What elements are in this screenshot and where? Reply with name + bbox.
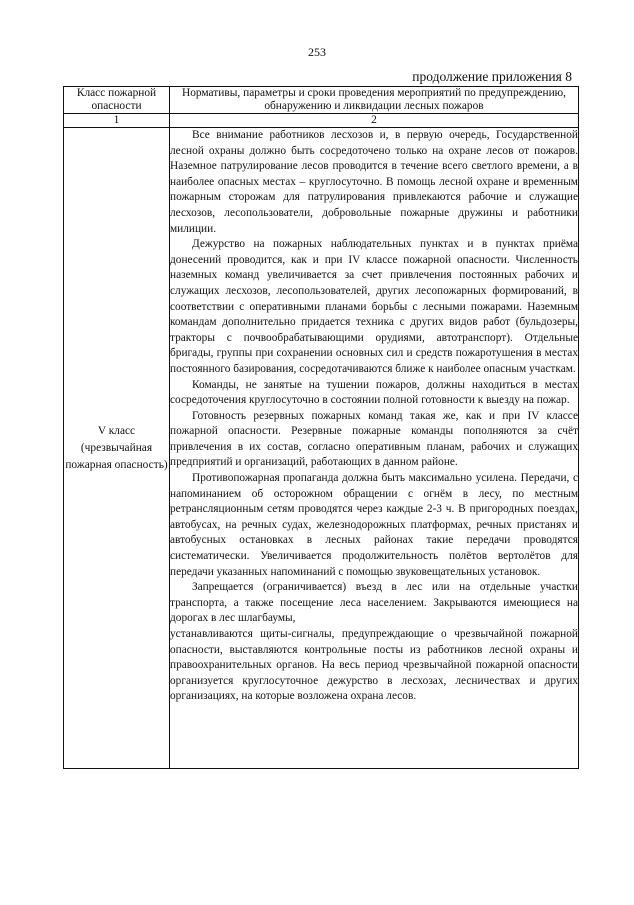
fire-danger-table bbox=[63, 86, 579, 769]
appendix-continuation-note: продолжение приложения 8 bbox=[412, 69, 572, 84]
paragraph-entry-ban: Запрещается (ограничивается) въезд в лес или на отдельные участки транспорта, а также посещение леса населением. Закрываются имеющиеся на дорогах в лес шлагбаумы, bbox=[170, 581, 578, 625]
paragraph-observation-duty: Дежурство на пожарных наблюдательных пунктах и в пунктах приёма донесений проводится, как и при IV классе пожарной опасности. Численность наземных команд увеличивается за счет привлечения постоянных рабочих и служащих лесхозов, лесопользователей, других лесопожарных формирований, в соответствии с оперативными планами борьбы с лесными пожарами. Наземным командам дополнительно придается техника с других видов работ (бульдозеры, тракторы с почвообрабатывающими орудиями, автотранспорт). Отдельные бригады, группы при сохранении основных сил и средств пожаротушения в местах постоянного базирования, сосредотачиваются ближе к наиболее опасным участкам. bbox=[170, 238, 578, 375]
fire-class-cell: V класс (чрезвычайная пожарная опасность) bbox=[64, 128, 170, 769]
paragraph-entry-ban-continuation: устанавливаются щиты-сигналы, предупреждающие о чрезвычайной пожарной опасности, выставляются контрольные посты из работников лесной охраны и правоохранительных органов. На весь период чрезвычайной пожарной опасности организуется круглосуточное дежурство в лесхозах, лесничествах и других организациях, на которые возложена охрана лесов. bbox=[170, 628, 578, 703]
column-number-1: 1 bbox=[64, 114, 170, 128]
table-row bbox=[64, 128, 579, 769]
paragraph-propaganda: Противопожарная пропаганда должна быть максимально усилена. Передачи, с напоминанием об осторожном обращении с огнём в лесу, по местным ретрансляционным сетям проводятся через каждые 2-3 ч. В пригородных поездах, автобусах, на речных судах, железнодорожных платформах, речных пристанях и автобусных остановках в лесных районах такие передачи проводятся систематически. Увеличивается продолжительность полётов вертолётов для передачи указанных напоминаний с помощью звуковещательных установок. bbox=[170, 472, 578, 578]
paragraph-patrol: Все внимание работников лесхозов и, в первую очередь, Государственной лесной охраны должно быть сосредоточено только на охране лесов от пожаров. Наземное патрулирование лесов проводится в течение всего светлого времени, а в наиболее опасных местах – круглосуточно. В помощь лесной охране и временным пожарным сторожам для патрулирования привлекаются рабочие и служащие лесхозов, лесопользователи, добровольные пожарные дружины и работники милиции. bbox=[170, 129, 578, 235]
header-norms-measures: Нормативы, параметры и сроки проведения мероприятий по предупреждению, обнаружению и ликвидации лесных пожаров bbox=[170, 87, 579, 114]
measures-cell bbox=[170, 128, 579, 769]
header-fire-class: Класс пожарной опасности bbox=[64, 87, 170, 114]
column-number-row bbox=[64, 114, 579, 128]
table-header-row bbox=[64, 87, 579, 114]
column-number-2: 2 bbox=[170, 114, 579, 128]
paragraph-teams-readiness: Команды, не занятые на тушении пожаров, должны находиться в местах сосредоточения круглосуточно в состоянии полной готовности к выезду на пожар. bbox=[170, 378, 578, 407]
paragraph-reserve-teams: Готовность резервных пожарных команд такая же, как и при IV классе пожарной опасности. Резервные пожарные команды пополняются за счёт привлечения в их состав, согласно оперативным планам, рабочих и служащих предприятий и организаций, работающих в данном районе. bbox=[170, 409, 578, 469]
page-number: 253 bbox=[308, 45, 326, 59]
